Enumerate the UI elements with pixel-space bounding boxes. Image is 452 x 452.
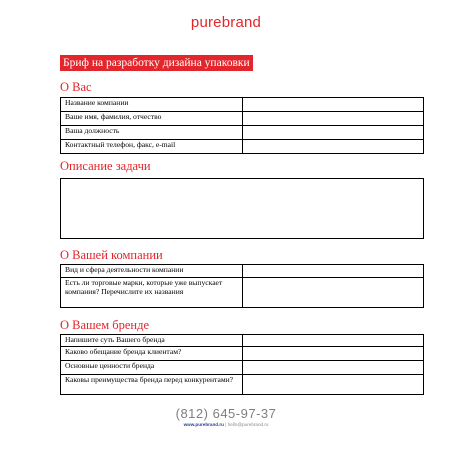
field-label-full-name: Ваше имя, фамилия, отчество (61, 112, 243, 126)
field-value-company-name[interactable] (243, 98, 424, 112)
footer-site-link[interactable]: www.purebrand.ru (183, 422, 224, 427)
footer-contacts (0, 422, 452, 427)
field-label-brand-essence: Напишите суть Вашего бренда (61, 335, 243, 347)
about-table (60, 97, 424, 154)
task-description-field[interactable] (60, 178, 424, 239)
table-row (61, 375, 424, 395)
section-title-company: О Вашей компании (60, 248, 163, 262)
field-label-contacts: Контактный телефон, факс, e-mail (61, 140, 243, 154)
table-row (61, 347, 424, 361)
field-value-existing-brands[interactable] (243, 278, 424, 308)
footer-separator: | (225, 422, 228, 427)
field-value-contacts[interactable] (243, 140, 424, 154)
field-label-business-area: Вид и сфера деятельности компании (61, 265, 243, 278)
field-value-position[interactable] (243, 126, 424, 140)
section-title-brand: О Вашем бренде (60, 318, 150, 332)
field-value-business-area[interactable] (243, 265, 424, 278)
field-value-brand-essence[interactable] (243, 335, 424, 347)
footer-email-link[interactable]: hello@purebrand.ru (227, 422, 269, 427)
brand-logo: purebrand (190, 14, 262, 31)
field-label-brand-promise: Каково обещание бренда клиентам? (61, 347, 243, 361)
field-value-brand-values[interactable] (243, 361, 424, 375)
table-row (61, 126, 424, 140)
field-label-existing-brands: Есть ли торговые марки, которые уже выпускает компания? Перечислите их названия (61, 278, 243, 308)
table-row (61, 98, 424, 112)
section-title-about: О Вас (60, 80, 92, 94)
field-value-brand-advantages[interactable] (243, 375, 424, 395)
section-title-task: Описание задачи (60, 159, 151, 173)
table-row (61, 278, 424, 308)
field-value-brand-promise[interactable] (243, 347, 424, 361)
company-table (60, 264, 424, 308)
field-value-full-name[interactable] (243, 112, 424, 126)
document-title: Бриф на разработку дизайна упаковки (60, 55, 253, 71)
field-label-company-name: Название компании (61, 98, 243, 112)
brand-table (60, 334, 424, 395)
table-row (61, 140, 424, 154)
table-row (61, 335, 424, 347)
table-row (61, 265, 424, 278)
table-row (61, 112, 424, 126)
field-label-brand-values: Основные ценности бренда (61, 361, 243, 375)
field-label-position: Ваша должность (61, 126, 243, 140)
footer-phone: (812) 645-97-37 (175, 406, 277, 421)
table-row (61, 361, 424, 375)
field-label-brand-advantages: Каковы преимущества бренда перед конкурентами? (61, 375, 243, 395)
